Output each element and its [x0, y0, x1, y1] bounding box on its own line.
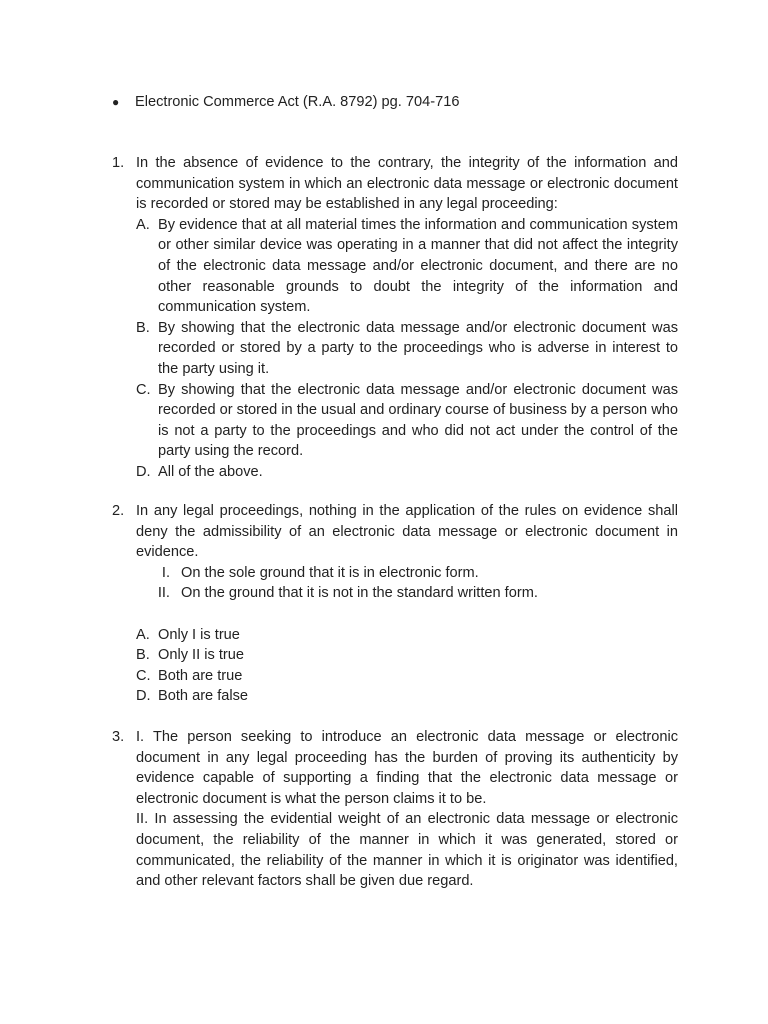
option-letter: B. [136, 647, 150, 664]
spacer [112, 604, 678, 625]
statement-paragraph-ii: II. In assessing the evidential weight of an electronic data message or electronic document, the reliability of the manner in which it was generated, stored or communicated, the reliability of the manner in which it is originator was identified, and other relevant factors shall be given due regard. [136, 811, 678, 890]
statement-numeral: II. [157, 585, 170, 602]
statement-text: On the sole ground that it is in electronic form. [181, 564, 479, 581]
option-text: By showing that the electronic data message and/or electronic document was recorded or stored in the usual and ordinary course of business by a person who is not a party to the proceedings and who did not act under the control of the party using the record. [158, 381, 679, 460]
option-letter: C. [136, 667, 151, 684]
option-b [136, 318, 678, 380]
option-letter: C. [136, 381, 151, 398]
question-number: 3. [112, 729, 125, 745]
option-b [136, 645, 678, 666]
option-c [136, 666, 678, 687]
question-number: 2. [112, 503, 125, 519]
option-a [136, 215, 678, 318]
option-text: Only II is true [158, 647, 244, 664]
statement-text: On the ground that it is not in the standard written form. [181, 585, 538, 602]
question-3 [112, 727, 678, 892]
option-text: Both are false [158, 688, 249, 705]
topic-title: Electronic Commerce Act (R.A. 8792) pg. 704-716 [135, 94, 460, 110]
topic-bullet [112, 92, 459, 113]
question-2 [112, 501, 678, 707]
question-stem: In any legal proceedings, nothing in the application of the rules on evidence shall deny the admissibility of an electronic data message or electronic document in evidence. [136, 503, 678, 561]
option-letter: A. [136, 216, 150, 233]
option-text: By showing that the electronic data message and/or electronic document was recorded or stored by a party to the proceedings who is adverse in interest to the party using it. [158, 319, 678, 377]
option-text: Only I is true [158, 626, 240, 643]
statement-numeral: I. [161, 564, 170, 581]
statement-i [112, 563, 678, 584]
statement-ii [112, 583, 678, 604]
option-text: All of the above. [158, 463, 263, 480]
option-letter: A. [136, 626, 150, 643]
option-letter: B. [136, 319, 150, 336]
option-d [136, 462, 678, 483]
question-1 [112, 153, 678, 483]
question-stem: In the absence of evidence to the contrary, the integrity of the information and communication system in which an electronic data message or electronic document is recorded or stored may be established in any legal proceeding: [136, 155, 678, 213]
bullet-dot: ● [112, 95, 120, 109]
option-d [136, 686, 678, 707]
option-letter: D. [136, 688, 151, 705]
option-text: Both are true [158, 667, 243, 684]
option-text: By evidence that at all material times the information and communication system or other similar device was operating in a manner that did not affect the integrity of the electronic data message and/or electronic document, and there are no other reasonable grounds to doubt the integrity of the information and communication system. [158, 216, 678, 316]
question-number: 1. [112, 155, 125, 171]
option-c [136, 380, 678, 462]
option-letter: D. [136, 463, 151, 480]
statement-paragraph-i: I. The person seeking to introduce an electronic data message or electronic document in any legal proceeding has the burden of proving its authenticity by evidence capable of supporting a finding that the electronic data message or electronic document is what the person claims it to be. [136, 729, 678, 807]
option-a [136, 625, 678, 646]
